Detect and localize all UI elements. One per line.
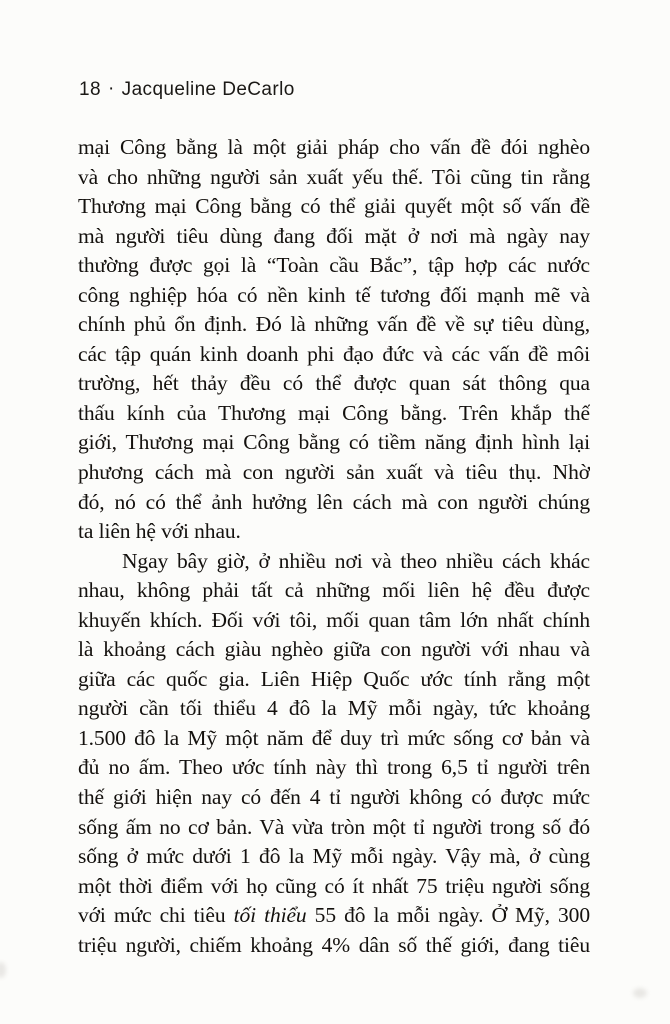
text-line [78, 635, 590, 665]
text-line [78, 281, 590, 311]
text-line [78, 665, 590, 695]
text-line [78, 547, 590, 577]
text-line [78, 310, 590, 340]
italic-text: tối thiểu [233, 903, 307, 928]
header-author: Jacqueline DeCarlo [121, 79, 295, 100]
text-line [78, 369, 590, 399]
text-segment: 55 đô la mỗi ngày. Ở Mỹ, 300 [306, 903, 590, 928]
text-segment: các tập quán kinh doanh phi đạo đức và các vấn đề môi [78, 341, 590, 366]
text-line [78, 428, 590, 458]
text-segment: thế giới hiện nay có đến 4 tỉ người không có được mức [78, 785, 590, 810]
text-segment: trường, hết thảy đều có thể được quan sát thông qua [78, 371, 590, 396]
scan-artifact [633, 988, 647, 998]
text-line [78, 458, 590, 488]
running-header [79, 79, 295, 101]
text-line [78, 192, 590, 222]
text-segment: đó, nó có thể ảnh hưởng lên cách mà con người chúng [78, 489, 590, 514]
text-segment: với mức chi tiêu [78, 903, 234, 928]
text-segment: thường được gọi là “Toàn cầu Bắc”, tập hợp các nước [78, 253, 590, 278]
text-segment: sống ở mức dưới 1 đô la Mỹ mỗi ngày. Vậy mà, ở cùng [78, 844, 590, 869]
text-segment: công nghiệp hóa có nền kinh tế tương đối mạnh mẽ và [78, 282, 590, 307]
header-separator-dot: · [107, 78, 115, 99]
text-segment: mà người tiêu dùng đang đối mặt ở nơi mà ngày nay [78, 223, 590, 248]
text-line [78, 133, 590, 163]
text-segment: một thời điểm với họ cũng có ít nhất 75 triệu người sống [78, 873, 590, 898]
scan-artifact [0, 962, 6, 978]
text-line [78, 340, 590, 370]
text-segment: 1.500 đô la Mỹ một năm để duy trì mức sống cơ bản và [78, 725, 590, 750]
text-segment: chính phủ ổn định. Đó là những vấn đề về sự tiêu dùng, [78, 312, 590, 337]
text-segment: Ngay bây giờ, ở nhiều nơi và theo nhiều cách khác [122, 548, 590, 573]
text-line [78, 872, 590, 902]
text-line [78, 399, 590, 429]
text-line [78, 753, 590, 783]
text-line [78, 251, 590, 281]
text-line [78, 901, 590, 931]
body-text [78, 133, 590, 960]
text-segment: khuyến khích. Đối với tôi, mối quan tâm lớn nhất chính [78, 607, 590, 632]
text-line [78, 517, 590, 547]
text-segment: đủ no ấm. Theo ước tính này thì trong 6,5 tỉ người trên [78, 755, 590, 780]
text-line [78, 163, 590, 193]
text-segment: giữa các quốc gia. Liên Hiệp Quốc ước tính rằng một [78, 666, 590, 691]
text-line [78, 222, 590, 252]
text-segment: thấu kính của Thương mại Công bằng. Trên khắp thế [78, 400, 590, 425]
text-segment: mại Công bằng là một giải pháp cho vấn đề đói nghèo [78, 135, 590, 159]
text-line [78, 813, 590, 843]
text-segment: triệu người, chiếm khoảng 4% dân số thế giới, đang tiêu [78, 932, 590, 957]
text-segment: ta liên hệ với nhau. [78, 519, 241, 544]
text-segment: phương cách mà con người sản xuất và tiêu thụ. Nhờ [78, 460, 590, 485]
paragraph [78, 133, 590, 547]
text-line [78, 694, 590, 724]
text-line [78, 488, 590, 518]
text-line [78, 842, 590, 872]
text-line [78, 606, 590, 636]
text-segment: người cần tối thiểu 4 đô la Mỹ mỗi ngày, tức khoảng [78, 696, 590, 721]
text-segment: và cho những người sản xuất yếu thế. Tôi cũng tin rằng [78, 164, 590, 189]
text-segment: giới, Thương mại Công bằng có tiềm năng định hình lại [78, 430, 590, 455]
text-segment: Thương mại Công bằng có thể giải quyết một số vấn đề [78, 194, 590, 219]
text-line [78, 724, 590, 754]
page-number: 18 [79, 79, 101, 100]
paragraph [78, 547, 590, 961]
text-segment: nhau, không phải tất cả những mối liên hệ đều được [78, 578, 590, 603]
text-segment: sống ấm no cơ bản. Và vừa tròn một tỉ người trong số đó [78, 814, 590, 839]
text-line [78, 931, 590, 961]
text-line [78, 783, 590, 813]
text-line [78, 576, 590, 606]
text-segment: là khoảng cách giàu nghèo giữa con người với nhau và [78, 637, 590, 662]
